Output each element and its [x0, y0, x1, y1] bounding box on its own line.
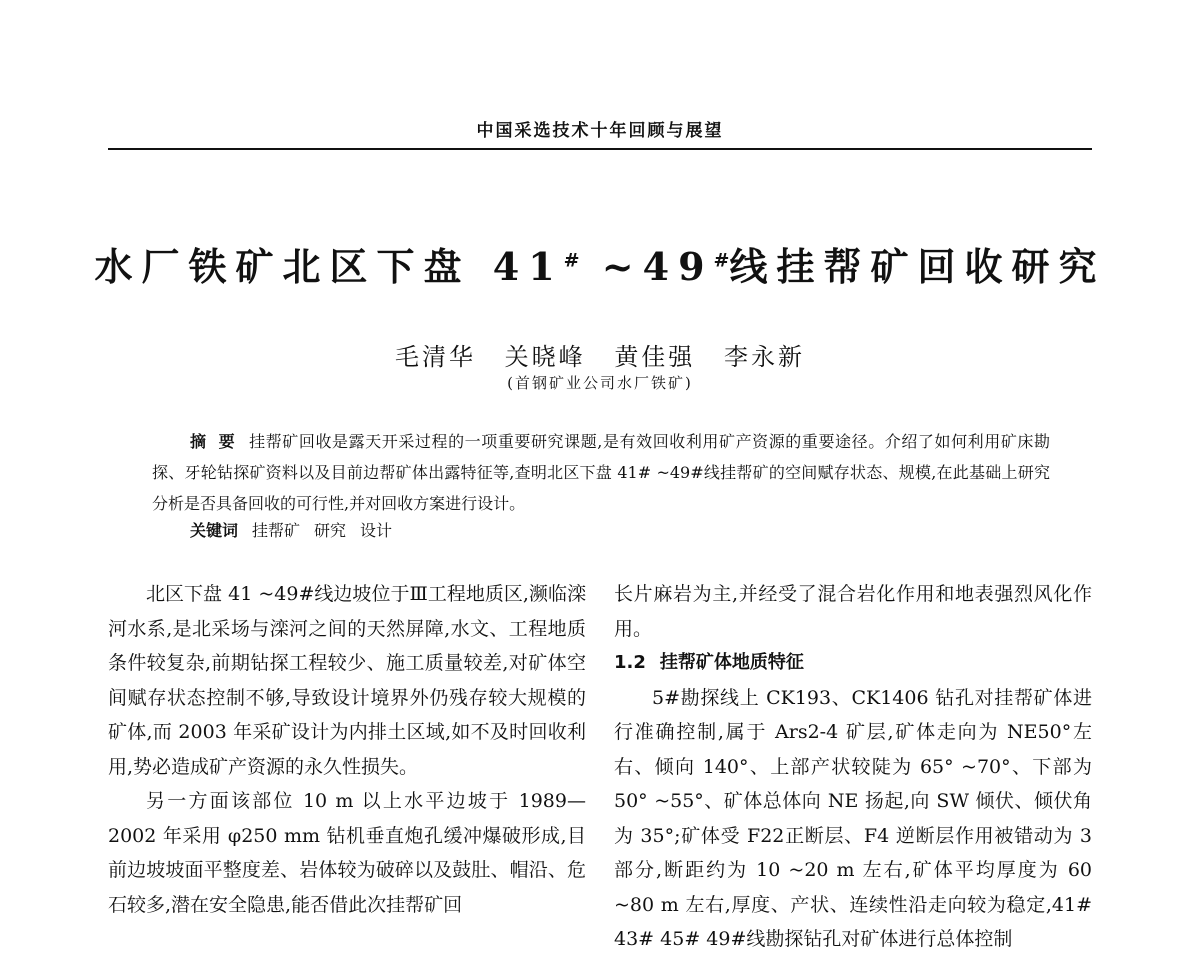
body-paragraph: 5#勘探线上 CK193、CK1406 钻孔对挂帮矿体进行准确控制,属于 Ars2-4 矿层,矿体走向为 NE50°左右、倾向 140°、上部产状较陡为 65° ~70°、下部为 50° ~55°、矿体总体向 NE 扬起,向 SW 倾伏、倾伏角为 35°;矿体受 F22正断层、F4 逆断层作用被错动为 3 部分,断距约为 10 ~20 m 左右,矿体平均厚度为 60 ~80 m 左右,厚度、产状、连续性沿走向较为稳定,41# 43# 45# 49#线勘探钻孔对矿体进行总体控制	[614, 686, 1092, 950]
abstract-label: 摘要	[190, 432, 248, 451]
body-paragraph: 北区下盘 41 ~49#线边坡位于Ⅲ工程地质区,濒临滦河水系,是北采场与滦河之间的天然屏障,水文、工程地质条件较复杂,前期钻探工程较少、施工质量较差,对矿体空间赋存状态控制不够,导致设计境界外仍残存较大规模的矿体,而 2003 年采矿设计为内排土区域,如不及时回收利用,势必造成矿产资源的永久性损失。	[108, 583, 586, 778]
title-part-1: 水厂铁矿北区下盘 41	[94, 244, 564, 289]
author-name: 李永新	[723, 343, 805, 371]
body-paragraph: 另一方面该部位 10 m 以上水平边坡于 1989—2002 年采用 φ250 mm 钻机垂直炮孔缓冲爆破形成,目前边坡坡面平整度差、岩体较为破碎以及鼓肚、帽沿、危石较多,潜在安全隐患,能否借此次挂帮矿回	[108, 790, 586, 916]
section-number: 1.2	[614, 652, 646, 673]
body-column-left	[108, 577, 586, 922]
author-name: 关晓峰	[504, 343, 586, 371]
keywords	[190, 517, 1050, 545]
author-list	[0, 337, 1200, 372]
body-column-right	[614, 577, 1092, 957]
title-sup-1: #	[563, 249, 580, 272]
keyword: 研究	[314, 521, 347, 540]
abstract	[152, 426, 1050, 519]
running-header: 中国采选技术十年回顾与展望	[476, 121, 724, 141]
affiliation: (首钢矿业公司水厂铁矿)	[507, 374, 693, 392]
section-title: 挂帮矿体地质特征	[659, 652, 804, 673]
title-sup-2: #	[713, 249, 730, 272]
author-name: 黄佳强	[614, 343, 696, 371]
keyword: 设计	[360, 521, 393, 540]
keyword: 挂帮矿	[252, 521, 301, 540]
section-heading	[614, 646, 1092, 681]
body-paragraph-continued: 长片麻岩为主,并经受了混合岩化作用和地表强烈风化作用。	[614, 583, 1092, 640]
keywords-label: 关键词	[190, 521, 239, 540]
article-title	[0, 236, 1200, 291]
header-rule	[108, 148, 1092, 150]
author-name: 毛清华	[395, 343, 477, 371]
title-part-3: 线挂帮矿回收研究	[729, 244, 1106, 289]
abstract-text: 挂帮矿回收是露天开采过程的一项重要研究课题,是有效回收利用矿产资源的重要途径。介绍了如何利用矿床勘探、牙轮钻探矿资料以及目前边帮矿体出露特征等,查明北区下盘 41# ~49#线挂帮矿的空间赋存状态、规模,在此基础上研究分析是否具备回收的可行性,并对回收方案进行设计。	[152, 432, 1050, 513]
title-part-2: ~49	[579, 244, 714, 289]
